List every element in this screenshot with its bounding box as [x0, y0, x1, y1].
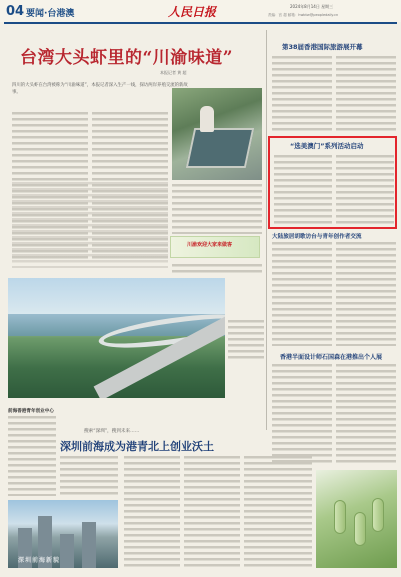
fish-farm-photo — [172, 88, 262, 180]
lead-summary: 四川的大头虾在台湾被称为“川渝味道”，本报记者深入生产一线，探访两岸养殖交流的新故事。 — [12, 83, 188, 95]
bottom-headline[interactable]: 深圳前海成为港青北上创业沃土 — [60, 440, 214, 453]
gourd-shape — [372, 498, 384, 532]
boxed-headline[interactable]: “选美澳门”系列活动启动 — [290, 142, 364, 150]
shenzhen-skyline-photo — [8, 500, 118, 568]
staff-line: 责编：宫 超 邮箱：hwbtw@peopledaily.cn — [268, 13, 339, 17]
farmer-shape — [200, 106, 214, 132]
right-text-3 — [272, 242, 332, 346]
column-separator — [266, 30, 267, 430]
right-text-5 — [272, 364, 332, 464]
ad-banner[interactable] — [170, 236, 260, 258]
right-text-6 — [336, 364, 396, 464]
ad-text: 川渝欢迎大家来做客 — [187, 242, 233, 248]
mid-text-1 — [172, 264, 262, 274]
right-text-1 — [272, 56, 332, 132]
photo-caption-top — [172, 184, 262, 194]
right-text-2 — [336, 56, 396, 132]
boxed-text-2 — [336, 155, 394, 225]
right-text-4 — [336, 242, 396, 346]
tower-shape — [82, 522, 96, 568]
masthead — [0, 0, 401, 22]
page-number: 04 — [6, 4, 25, 19]
lead-column-4 — [172, 196, 262, 234]
gourd-harvest-photo — [316, 470, 397, 568]
lead-headline[interactable]: 台湾大头虾里的“川渝味道” — [20, 48, 234, 68]
bottom-text-left — [60, 456, 118, 496]
issue-date: 2024年8月14日 星期三 — [290, 4, 334, 9]
lead-byline: 本报记者 黄 超 — [160, 70, 187, 75]
pond-shape — [186, 128, 255, 168]
lead-column-3 — [12, 182, 168, 268]
boxed-text-1 — [274, 155, 332, 225]
right-headline-3[interactable]: 大陆旅居胡歌访台与青年创作者交流 — [272, 234, 362, 240]
bottom-kicker: 搜索“深圳”，搜到未来…… — [84, 429, 140, 434]
gourd-shape — [334, 500, 346, 534]
right-headline-1[interactable]: 第38届香港国际旅游展开幕 — [282, 43, 363, 51]
side-note-title: 前海香港青年创业中心 — [8, 409, 54, 414]
bottom-text-2 — [184, 456, 240, 568]
bottom-text-1 — [124, 456, 180, 568]
tower-shape — [60, 534, 74, 568]
photo-watermark: 深圳前海新貌 — [18, 557, 61, 564]
side-note-text — [8, 416, 56, 496]
coastal-walkway-photo — [8, 278, 225, 398]
photo-caption-mid — [228, 320, 264, 360]
right-headline-4[interactable]: 香港半面设计师石国森在港推出个人展 — [280, 354, 383, 361]
gourd-shape — [354, 512, 366, 546]
masthead-rule — [4, 22, 397, 24]
section-title: 要闻·台港澳 — [26, 9, 75, 19]
bottom-text-3 — [244, 456, 312, 568]
newspaper-logo: 人民日报 — [168, 5, 217, 19]
